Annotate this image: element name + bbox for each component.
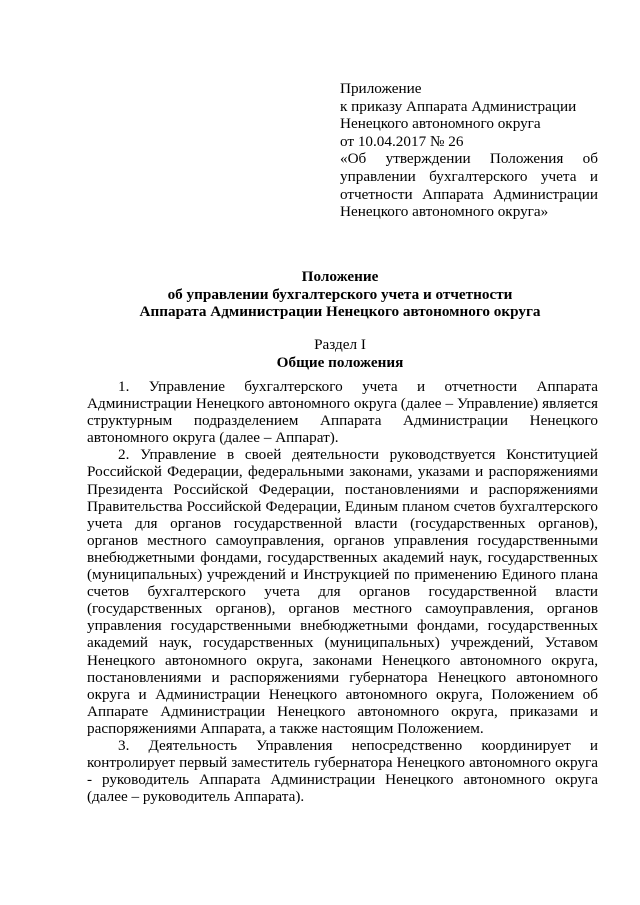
appendix-order-title: «Об утверждении Положения об управлении бухгалтерского учета и отчетности Аппарата Администрации Ненецкого автономного округа»	[340, 150, 598, 221]
paragraph-3: 3. Деятельность Управления непосредственно координирует и контролирует первый заместитель губернатора Ненецкого автономного округа - руководитель Аппарата Администрации Ненецкого автономного округа (далее – руководитель Аппарата).	[87, 736, 598, 806]
document-title	[60, 268, 620, 321]
appendix-label: Приложение	[340, 80, 422, 97]
section-number: Раздел I	[314, 336, 366, 353]
appendix-order-ref: к приказу Аппарата Администрации	[340, 97, 577, 115]
title-line-3: Аппарата Администрации Ненецкого автономного округа	[139, 303, 541, 321]
section-heading	[60, 336, 620, 371]
appendix-region: Ненецкого автономного округа	[340, 115, 541, 133]
paragraph-1: 1. Управление бухгалтерского учета и отчетности Аппарата Администрации Ненецкого автономного округа (далее – Управление) является структурным подразделением Аппарата Администрации Ненецкого автономного округа (далее – Аппарат).	[87, 378, 598, 447]
appendix-header	[340, 80, 598, 221]
title-line-2: об управлении бухгалтерского учета и отчетности	[167, 285, 513, 303]
section-name: Общие положения	[276, 353, 404, 371]
appendix-order-date: от 10.04.2017 № 26	[340, 132, 464, 150]
title-line-1: Положение	[301, 268, 379, 285]
document-body	[87, 378, 598, 805]
paragraph-2: 2. Управление в своей деятельности руководствуется Конституцией Российской Федерации, федеральными законами, указами и распоряжениями Президента Российской Федерации, постановлениями и распоряжениями Правительства Российской Федерации, Единым планом счетов бухгалтерского учета для органов государственной власти (государственных органов), органов местного самоуправления, органов управления государственными внебюджетными фондами, государственных академий наук, государственных (муниципальных) учреждений и Инструкцией по применению Единого плана счетов бухгалтерского учета для органов государственной власти (государственных органов), органов местного самоуправления, органов управления государственными внебюджетными фондами, государственных академий наук, государственных (муниципальных) учреждений, Уставом Ненецкого автономного округа, законами Ненецкого автономного округа, постановлениями и распоряжениями губернатора Ненецкого автономного округа и Администрации Ненецкого автономного округа, Положением об Аппарате Администрации Ненецкого автономного округа, приказами и распоряжениями Аппарата, а также настоящим Положением.	[87, 446, 598, 737]
